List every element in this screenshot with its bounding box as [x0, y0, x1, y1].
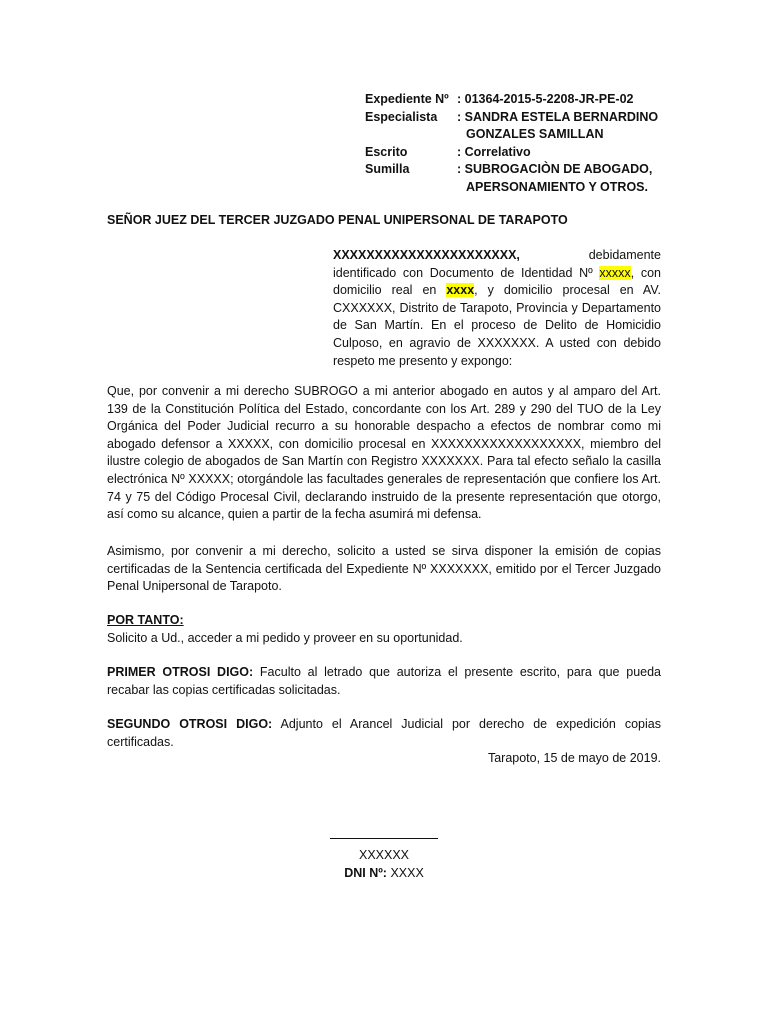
por-tanto-section — [107, 612, 661, 647]
intro-paragraph — [333, 247, 661, 370]
primer-otrosi-paragraph — [107, 664, 661, 699]
header-row-expediente — [365, 91, 658, 109]
copies-request-paragraph: Asimismo, por convenir a mi derecho, solicito a usted se sirva disponer la emisión de copias certificadas de la Sentencia certificada del Expediente Nº XXXXXXX, emitido por el Tercer Juzgado Penal Unipersonal de Tarapoto. — [107, 544, 661, 594]
signer-name: XXXXXX — [358, 848, 410, 862]
header-key: Escrito — [365, 144, 408, 159]
por-tanto-label: POR TANTO: — [107, 613, 184, 627]
case-header — [365, 91, 658, 196]
header-row-escrito — [365, 144, 658, 162]
dni-value: XXXX — [386, 865, 424, 880]
header-key: Sumilla — [365, 162, 410, 176]
dni-label: DNI Nº: — [344, 865, 387, 880]
intro-text: debidamente identificado con Documento de Identidad Nº — [333, 248, 661, 280]
subrogation-paragraph: Que, por convenir a mi derecho SUBROGO a mi anterior abogado en autos y al amparo del Art. 139 de la Constitución Política del Estado, concordante con los Art. 289 y 290 del TUO de la Ley Orgánica del Poder Judicial recurro a su honorable despacho a efectos de nombrar como mi abogado defensor a XXXXX, con domicilio procesal en XXXXXXXXXXXXXXXXXX, miembro del ilustre colegio de abogados de San Martín con Registro XXXXXXX. Para tal efecto señalo la casilla electrónica Nº XXXXX; otorgándole las facultades generales de representación que confiere los Art. 74 y 75 del Código Procesal Civil, declarando instruido de la presente representación que otorgo, así como su alcance, quien a partir de la fecha asumirá mi defensa. — [107, 384, 661, 522]
header-value-cont: GONZALES SAMILLAN — [466, 127, 604, 141]
header-row-sumilla — [365, 161, 658, 179]
date-line: Tarapoto, 15 de mayo de 2019. — [487, 751, 661, 765]
signature-block — [330, 838, 438, 882]
intro-text: , y domicilio procesal en AV. CXXXXXX, Distrito de Tarapoto, Provincia y Departamento de San Martín. En el proceso de Delito de Homicidio Culposo, en agravio de XXXXXXX. A usted con debido respeto me presento y expongo: — [333, 283, 662, 368]
highlighted-doc-id: xxxxx — [599, 265, 631, 280]
intro-text: , con domicilio real en — [333, 265, 661, 298]
header-key: Expediente Nº — [365, 92, 449, 106]
header-value: : SUBROGACIÒN DE ABOGADO, — [457, 162, 653, 176]
header-value-cont: APERSONAMIENTO Y OTROS. — [466, 179, 648, 194]
petitioner-name: XXXXXXXXXXXXXXXXXXXXXX, — [333, 248, 520, 262]
header-row-especialista-cont — [365, 126, 658, 144]
signature-line — [330, 838, 438, 839]
header-row-sumilla-cont — [365, 179, 658, 197]
primer-otrosi-text: Faculto al letrado que autoriza el presente escrito, para que pueda recabar las copias certificadas solicitadas. — [107, 665, 662, 697]
header-value: : Correlativo — [457, 144, 531, 159]
highlighted-address: xxxx — [446, 283, 475, 298]
primer-otrosi-label: PRIMER OTROSI DIGO: — [107, 665, 254, 679]
por-tanto-text: Solicito a Ud., acceder a mi pedido y proveer en su oportunidad. — [107, 630, 463, 645]
segundo-otrosi-label: SEGUNDO OTROSI DIGO: — [107, 717, 273, 731]
segundo-otrosi-paragraph — [107, 716, 661, 751]
header-key: Especialista — [365, 109, 438, 124]
header-value: : SANDRA ESTELA BERNARDINO — [457, 109, 659, 124]
addressee-line: SEÑOR JUEZ DEL TERCER JUZGADO PENAL UNIPERSONAL DE TARAPOTO — [107, 213, 568, 227]
header-row-especialista — [365, 109, 658, 127]
signer-dni — [330, 865, 438, 883]
header-value: : 01364-2015-5-2208-JR-PE-02 — [457, 92, 634, 106]
segundo-otrosi-text: Adjunto el Arancel Judicial por derecho de expedición copias certificadas. — [107, 717, 661, 749]
